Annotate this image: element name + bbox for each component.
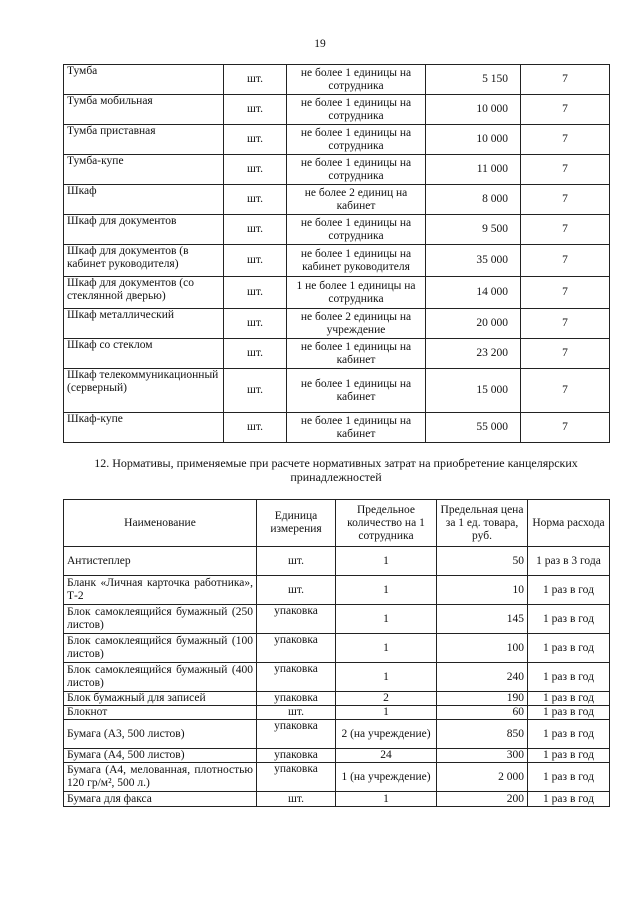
table-row [64,413,610,443]
stationery-table-body [64,547,610,807]
page-number: 19 [314,38,326,50]
table-row [64,339,610,369]
item-norm: 1 раз в год [528,763,610,792]
item-price: 14 000 [426,277,521,309]
furniture-norms-table [63,64,610,443]
item-norm: 1 раз в год [528,792,610,807]
item-limit: не более 2 единиц на кабинет [287,185,426,215]
item-norm: 7 [521,65,610,95]
table-row [64,634,610,663]
item-unit: упаковка [257,663,336,692]
item-name: Шкаф для документов [64,215,224,245]
item-norm: 7 [521,339,610,369]
item-norm: 7 [521,277,610,309]
item-unit: шт. [257,547,336,576]
table-row [64,605,610,634]
item-qty: 1 [336,634,437,663]
item-price: 20 000 [426,309,521,339]
item-name: Блок самоклеящийся бумажный (250 листов) [64,605,257,634]
item-norm: 7 [521,215,610,245]
item-limit: не более 1 единицы на сотрудника [287,215,426,245]
item-name: Блок бумажный для записей [64,692,257,706]
item-unit: шт. [257,706,336,720]
item-price: 11 000 [426,155,521,185]
item-price: 23 200 [426,339,521,369]
item-name: Бумага (А4, 500 листов) [64,749,257,763]
item-price: 15 000 [426,369,521,413]
item-limit: не более 1 единицы на сотрудника [287,95,426,125]
table-row [64,309,610,339]
item-norm: 7 [521,185,610,215]
item-unit: шт. [224,125,287,155]
table-header-row [64,500,610,547]
item-norm: 1 раз в год [528,663,610,692]
item-limit: не более 1 единицы на сотрудника [287,65,426,95]
item-unit: шт. [224,245,287,277]
header-name: Наименование [64,500,257,547]
table-row [64,576,610,605]
item-price: 55 000 [426,413,521,443]
table-row [64,155,610,185]
table-row [64,720,610,749]
item-norm: 1 раз в год [528,749,610,763]
item-unit: шт. [224,369,287,413]
item-unit: шт. [224,413,287,443]
table-row [64,763,610,792]
item-name: Бумага (А3, 500 листов) [64,720,257,749]
item-name: Шкаф металлический [64,309,224,339]
item-unit: упаковка [257,763,336,792]
item-limit: не более 2 единицы на учреждение [287,309,426,339]
item-name: Тумба мобильная [64,95,224,125]
table-row [64,663,610,692]
item-name: Шкаф для документов (в кабинет руководителя) [64,245,224,277]
header-price: Предельная цена за 1 ед. товара, руб. [437,500,528,547]
item-price: 190 [437,692,528,706]
item-unit: шт. [224,65,287,95]
table-row [64,692,610,706]
item-qty: 2 [336,692,437,706]
item-price: 2 000 [437,763,528,792]
item-price: 8 000 [426,185,521,215]
item-qty: 1 [336,576,437,605]
table-row [64,215,610,245]
item-price: 35 000 [426,245,521,277]
item-name: Бумага для факса [64,792,257,807]
item-unit: шт. [257,576,336,605]
item-price: 100 [437,634,528,663]
item-unit: упаковка [257,749,336,763]
item-unit: шт. [224,95,287,125]
table-row [64,277,610,309]
section-title: 12. Нормативы, применяемые при расчете нормативных затрат на приобретение канцелярских принадлежностей [94,456,578,484]
item-name: Тумба [64,65,224,95]
furniture-table-body [64,65,610,443]
header-qty: Предельное количество на 1 сотрудника [336,500,437,547]
item-norm: 7 [521,413,610,443]
item-unit: шт. [257,792,336,807]
item-price: 10 [437,576,528,605]
item-price: 10 000 [426,125,521,155]
item-norm: 1 раз в год [528,605,610,634]
table-row [64,125,610,155]
table-row [64,369,610,413]
item-price: 9 500 [426,215,521,245]
table-row [64,95,610,125]
item-price: 10 000 [426,95,521,125]
stationery-norms-table [63,499,610,807]
item-limit: не более 1 единицы на сотрудника [287,125,426,155]
item-name: Блок самоклеящийся бумажный (400 листов) [64,663,257,692]
item-unit: шт. [224,277,287,309]
table-row [64,749,610,763]
item-name: Шкаф телекоммуникационный (серверный) [64,369,224,413]
item-limit: не более 1 единицы на кабинет [287,369,426,413]
item-limit: 1 не более 1 единицы на сотрудника [287,277,426,309]
item-qty: 2 (на учреждение) [336,720,437,749]
item-norm: 7 [521,125,610,155]
item-unit: упаковка [257,692,336,706]
item-name: Бланк «Личная карточка работника», Т-2 [64,576,257,605]
table-row [64,245,610,277]
item-norm: 7 [521,95,610,125]
item-name: Тумба приставная [64,125,224,155]
item-unit: шт. [224,339,287,369]
item-norm: 1 раз в год [528,692,610,706]
table-row [64,706,610,720]
item-limit: не более 1 единицы на сотрудника [287,155,426,185]
header-unit: Единица измерения [257,500,336,547]
item-price: 5 150 [426,65,521,95]
table-row [64,792,610,807]
item-price: 145 [437,605,528,634]
item-unit: упаковка [257,720,336,749]
item-unit: шт. [224,185,287,215]
item-name: Антистеплер [64,547,257,576]
item-qty: 1 [336,605,437,634]
item-norm: 1 раз в год [528,706,610,720]
item-norm: 1 раз в 3 года [528,547,610,576]
item-norm: 7 [521,309,610,339]
item-price: 50 [437,547,528,576]
item-name: Шкаф для документов (со стеклянной дверью) [64,277,224,309]
item-name: Шкаф-купе [64,413,224,443]
header-norm: Норма расхода [528,500,610,547]
item-name: Шкаф со стеклом [64,339,224,369]
item-name: Блокнот [64,706,257,720]
item-price: 850 [437,720,528,749]
table-row [64,65,610,95]
table-row [64,547,610,576]
item-qty: 1 [336,663,437,692]
item-qty: 1 [336,792,437,807]
item-price: 300 [437,749,528,763]
item-limit: не более 1 единицы на кабинет [287,339,426,369]
item-qty: 1 (на учреждение) [336,763,437,792]
item-norm: 1 раз в год [528,634,610,663]
item-name: Тумба-купе [64,155,224,185]
item-price: 60 [437,706,528,720]
item-price: 240 [437,663,528,692]
item-norm: 1 раз в год [528,576,610,605]
item-qty: 24 [336,749,437,763]
item-norm: 7 [521,245,610,277]
item-price: 200 [437,792,528,807]
item-limit: не более 1 единицы на кабинет руководителя [287,245,426,277]
item-name: Шкаф [64,185,224,215]
item-name: Блок самоклеящийся бумажный (100 листов) [64,634,257,663]
item-qty: 1 [336,547,437,576]
item-unit: упаковка [257,605,336,634]
item-unit: упаковка [257,634,336,663]
item-norm: 7 [521,155,610,185]
item-unit: шт. [224,309,287,339]
item-unit: шт. [224,155,287,185]
item-norm: 1 раз в год [528,720,610,749]
item-norm: 7 [521,369,610,413]
table-row [64,185,610,215]
item-limit: не более 1 единицы на кабинет [287,413,426,443]
item-unit: шт. [224,215,287,245]
item-name: Бумага (А4, мелованная, плотностью 120 гр/м², 500 л.) [64,763,257,792]
item-qty: 1 [336,706,437,720]
